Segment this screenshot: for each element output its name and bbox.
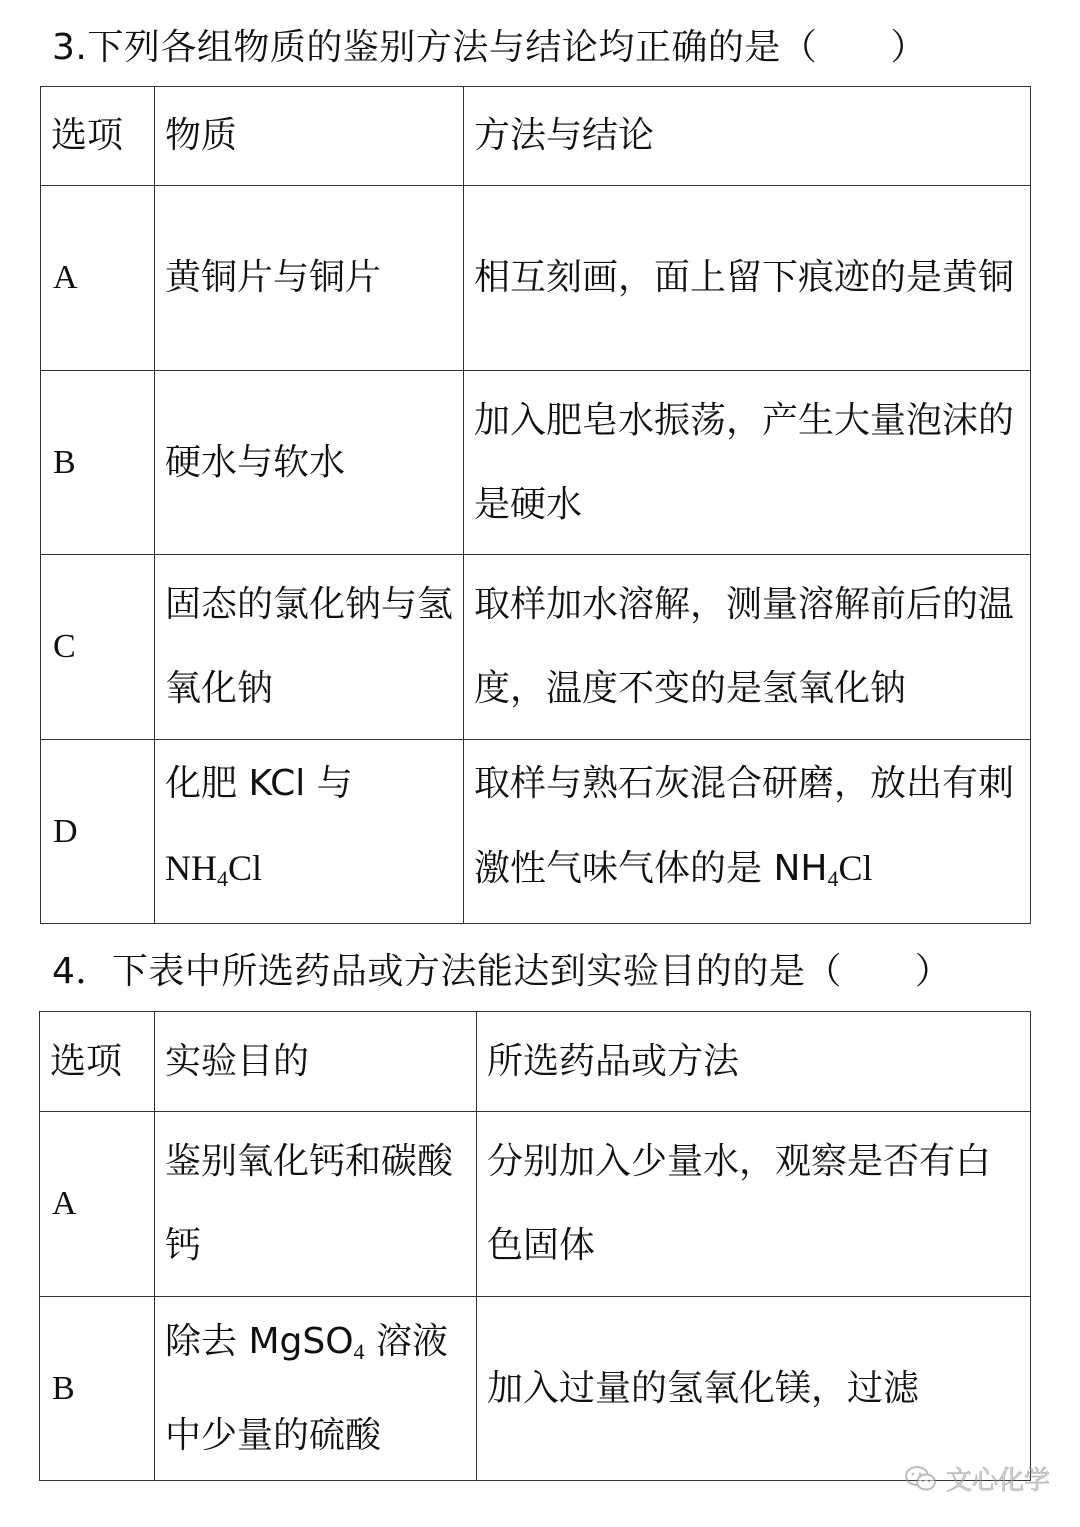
purpose-pre: 除去 MgSO xyxy=(165,1320,354,1362)
formula-subscript: 4 xyxy=(827,866,839,891)
formula-tail: Cl xyxy=(228,848,263,888)
header-substance: 物质 xyxy=(155,87,464,186)
table-row xyxy=(40,1112,1031,1297)
table-header-row xyxy=(40,1012,1031,1112)
option-c: C xyxy=(41,555,155,740)
header-option: 选项 xyxy=(40,1012,155,1112)
substance-cell: 黄铜片与铜片 xyxy=(155,186,464,371)
table-row xyxy=(41,186,1031,371)
formula-subscript: 4 xyxy=(217,866,228,891)
option-d: D xyxy=(41,740,155,924)
option-a: A xyxy=(40,1112,155,1297)
table-row xyxy=(41,371,1031,555)
table-row xyxy=(40,1297,1031,1481)
option-b: B xyxy=(40,1297,155,1481)
table-row xyxy=(41,740,1031,924)
method-cell: 加入过量的氢氧化镁，过滤 xyxy=(477,1297,1031,1481)
question-3-title: 3.下列各组物质的鉴别方法与结论均正确的是（ ） xyxy=(52,27,927,68)
header-option: 选项 xyxy=(41,87,155,186)
substance-cell: 固态的氯化钠与氢氧化钠 xyxy=(155,555,464,740)
option-b: B xyxy=(41,371,155,555)
purpose-cell xyxy=(155,1297,477,1481)
formula-tail: Cl xyxy=(838,848,873,888)
header-method: 所选药品或方法 xyxy=(477,1012,1031,1112)
method-cell: 加入肥皂水振荡，产生大量泡沫的是硬水 xyxy=(464,371,1031,555)
method-cell: 取样加水溶解，测量溶解前后的温度，温度不变的是氢氧化钠 xyxy=(464,555,1031,740)
substance-pre: 化肥 KCl 与 xyxy=(165,763,353,804)
question-4-table xyxy=(39,1011,1031,1481)
wechat-icon xyxy=(904,1464,938,1494)
method-cell: 分别加入少量水，观察是否有白色固体 xyxy=(477,1112,1031,1297)
table-header-row xyxy=(41,87,1031,186)
watermark xyxy=(904,1460,1050,1497)
question-3-table xyxy=(40,86,1031,924)
method-cell xyxy=(464,740,1031,924)
formula-main: NH xyxy=(165,848,217,888)
substance-cell: 硬水与软水 xyxy=(155,371,464,555)
header-purpose: 实验目的 xyxy=(155,1012,477,1112)
purpose-cell: 鉴别氧化钙和碳酸钙 xyxy=(155,1112,477,1297)
purpose-post: 溶液中少量的硫酸 xyxy=(165,1320,448,1456)
question-4-title: 4．下表中所选药品或方法能达到实验目的的是（ ） xyxy=(52,951,952,992)
watermark-text: 文心化学 xyxy=(945,1466,1050,1496)
method-cell: 相互刻画，面上留下痕迹的是黄铜 xyxy=(464,186,1031,371)
header-method: 方法与结论 xyxy=(464,87,1031,186)
substance-cell xyxy=(155,740,464,924)
option-a: A xyxy=(41,186,155,371)
formula-subscript: 4 xyxy=(353,1338,365,1364)
method-pre: 取样与熟石灰混合研磨，放出有刺激性气味气体的是 NH xyxy=(474,763,1015,889)
table-row xyxy=(41,555,1031,740)
